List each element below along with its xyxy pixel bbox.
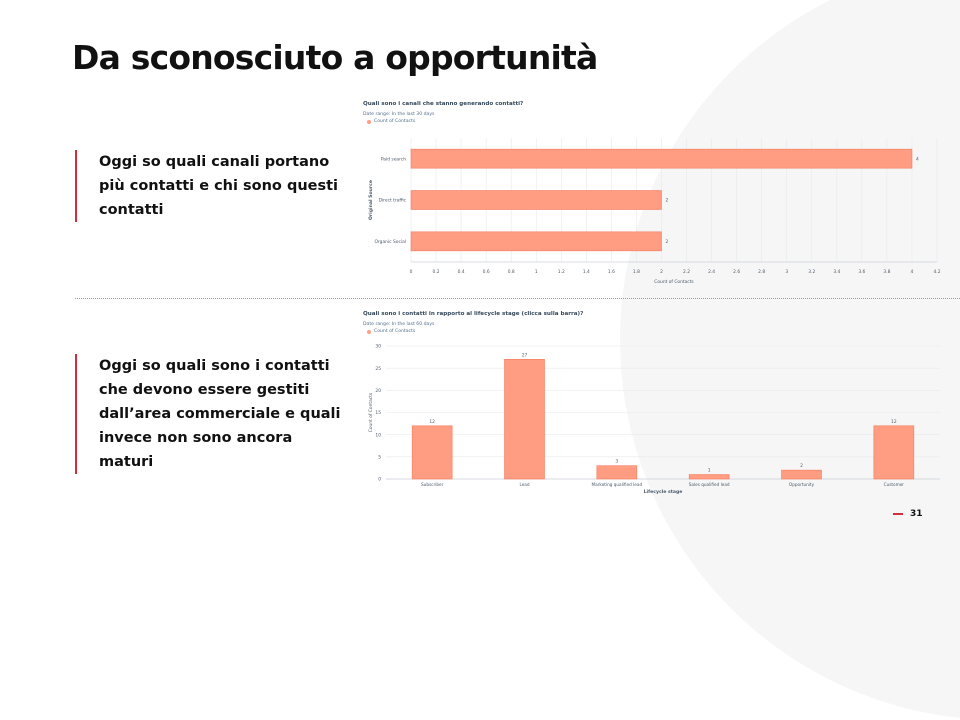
chart-2-y-axis-title: Count of Contacts: [369, 392, 374, 433]
chart-1-tick-label: 2.6: [733, 270, 741, 275]
chart-1-tick-label: 4: [910, 270, 914, 275]
chart-2-value-label: 12: [891, 419, 897, 425]
chart-2-x-axis-title: Lifecycle stage: [643, 490, 683, 495]
chart-1-value-label: 2: [665, 198, 669, 204]
chart-2-bar: [597, 466, 637, 479]
chart-1-tick-label: 2.4: [708, 270, 716, 275]
chart-1-tick-label: 0.2: [432, 270, 440, 275]
chart-2-legend-label: Count of Contacts: [374, 329, 416, 334]
chart-2-tick-label: 10: [375, 433, 381, 439]
chart-1-value-label: 4: [915, 157, 919, 163]
chart-2-tick-label: 20: [375, 388, 381, 394]
chart-1-tick-label: 1.8: [632, 270, 640, 275]
chart-2-bar: [782, 470, 822, 479]
chart-2-subtitle: Date range: In the last 60 days: [363, 322, 435, 327]
chart-2-category-label: Marketing qualified lead: [591, 482, 643, 487]
chart-1-category-label: Direct traffic: [378, 198, 406, 204]
chart-2-tick-label: 15: [375, 411, 381, 417]
chart-2-category-label: Customer: [883, 482, 905, 487]
chart-1-tick-label: 0.8: [507, 270, 515, 275]
chart-2-bar: [412, 426, 452, 479]
chart-2-category-label: Opportunity: [788, 482, 815, 487]
chart-1-tick-label: 1: [534, 270, 538, 275]
page-title: Da sconosciuto a opportunità: [72, 38, 598, 77]
chart-2-bar: [874, 426, 914, 479]
chart-1-tick-label: 0.6: [482, 270, 490, 275]
chart-1-tick-label: 0: [409, 270, 413, 275]
chart-1-tick-label: 1.6: [607, 270, 615, 275]
chart-1-legend-label: Count of Contacts: [374, 119, 416, 124]
chart-2-bar: [689, 475, 729, 479]
chart-1-value-label: 2: [665, 239, 669, 245]
lifecycle-statement: Oggi so quali sono i contatti che devono essere gestiti dall’area commerciale e quali invece non sono ancora maturi: [75, 354, 349, 474]
chart-1-tick-label: 2.8: [758, 270, 766, 275]
chart-2-category-label: Subscriber: [421, 482, 444, 487]
chart-1-category-label: Organic Social: [374, 239, 406, 245]
chart-1-tick-label: 1.4: [582, 270, 590, 275]
page-number-text: 31: [910, 509, 923, 519]
chart-1-tick-label: 3: [785, 270, 789, 275]
chart-2-category-label: Sales qualified lead: [688, 482, 730, 487]
chart-1-x-axis-title: Count of Contacts: [654, 280, 694, 285]
chart-1-subtitle: Date range: In the last 30 days: [363, 112, 435, 117]
chart-1-category-label: Paid search: [380, 157, 406, 163]
chart-2-value-label: 12: [429, 419, 435, 425]
chart-1-tick-label: 1.2: [557, 270, 565, 275]
page-number-dash: [893, 513, 903, 515]
channels-statement: Oggi so quali canali portano più contatti e chi sono questi contatti: [75, 150, 349, 222]
chart-1-tick-label: 3.6: [858, 270, 866, 275]
chart-1-y-axis-title: Original Source: [369, 180, 374, 220]
chart-1-tick-label: 2.2: [683, 270, 691, 275]
chart-2-value-label: 3: [615, 459, 619, 465]
chart-2-value-label: 1: [707, 468, 711, 474]
chart-2-tick-label: 0: [378, 477, 381, 483]
page-number: [893, 509, 923, 519]
chart-2-tick-label: 25: [375, 366, 381, 372]
chart-2-title: Quali sono i contatti in rapporto al lifecycle stage (clicca sulla barra)?: [363, 311, 584, 317]
chart-1-title: Quali sono i canali che stanno generando contatti?: [363, 101, 524, 107]
chart-2-tick-label: 30: [375, 344, 381, 350]
chart-1-tick-label: 2: [660, 270, 663, 275]
chart-2-value-label: 27: [521, 353, 528, 359]
chart-1-tick-label: 3.8: [883, 270, 891, 275]
chart-1-tick-label: 3.4: [833, 270, 841, 275]
chart-1-tick-label: 0.4: [457, 270, 465, 275]
chart-2-tick-label: 5: [378, 455, 381, 461]
chart-1-tick-label: 4.2: [933, 270, 941, 275]
chart-2-value-label: 2: [800, 464, 803, 470]
chart-2-category-label: Lead: [519, 482, 530, 487]
chart-2-bar: [505, 359, 545, 479]
chart-1-tick-label: 3.2: [808, 270, 816, 275]
